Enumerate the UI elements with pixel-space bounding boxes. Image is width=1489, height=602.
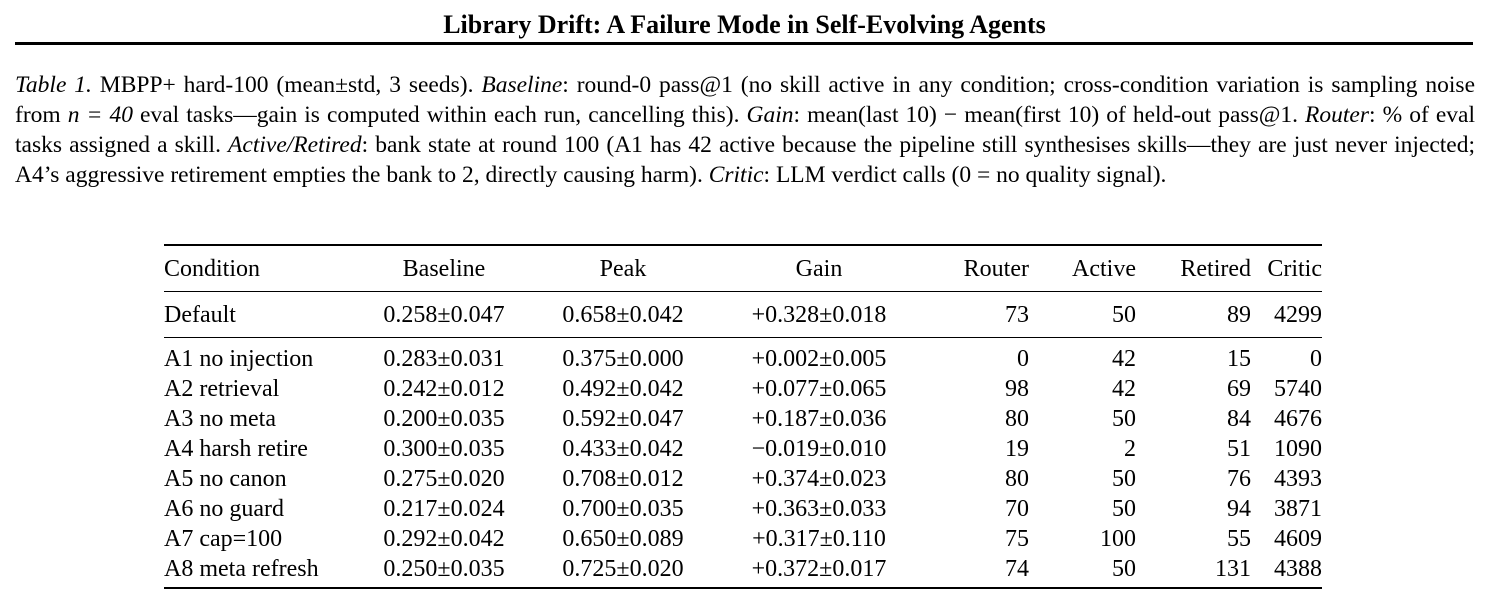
cell-critic: 0 xyxy=(1310,346,1322,372)
cell-baseline: 0.300±0.035 xyxy=(383,436,505,462)
caption-text: MBPP+ hard-100 (mean±std, 3 seeds). xyxy=(91,72,482,98)
header-active: Active xyxy=(1072,255,1136,282)
cell-peak: 0.708±0.012 xyxy=(562,466,684,492)
cell-retired: 94 xyxy=(1227,496,1251,522)
cell-gain: +0.187±0.036 xyxy=(751,406,887,432)
caption-text: : bank state at round 100 (A1 has 42 active because the pipeline still synthesises skills—they are just never injected; A4’s aggressive retirement empties the bank to 2, directly causing harm). xyxy=(15,132,1476,188)
header-router: Router xyxy=(963,255,1029,282)
header-peak: Peak xyxy=(599,255,647,282)
cell-retired: 15 xyxy=(1227,346,1251,372)
cell-peak: 0.592±0.047 xyxy=(562,406,684,432)
cell-baseline: 0.217±0.024 xyxy=(383,496,505,522)
caption-term-critic: Critic xyxy=(708,162,764,188)
cell-condition: A2 retrieval xyxy=(164,376,280,402)
cell-gain: +0.077±0.065 xyxy=(751,376,887,402)
cell-baseline: 0.242±0.012 xyxy=(383,376,505,402)
caption-text: : mean(last 10) − mean(first 10) of held-out pass@1. xyxy=(793,102,1306,128)
header-critic: Critic xyxy=(1267,255,1322,282)
cell-baseline: 0.283±0.031 xyxy=(383,346,505,372)
cell-peak: 0.433±0.042 xyxy=(562,436,684,462)
cell-active: 50 xyxy=(1112,496,1136,522)
cell-peak: 0.658±0.042 xyxy=(562,301,684,328)
cell-peak: 0.700±0.035 xyxy=(562,496,684,522)
cell-gain: +0.328±0.018 xyxy=(751,301,887,328)
cell-active: 42 xyxy=(1112,376,1136,402)
header-baseline: Baseline xyxy=(402,255,486,282)
table-row xyxy=(164,338,1322,375)
cell-router: 19 xyxy=(1005,436,1029,462)
cell-retired: 76 xyxy=(1227,466,1251,492)
header-retired: Retired xyxy=(1180,255,1251,282)
cell-peak: 0.375±0.000 xyxy=(562,346,684,372)
cell-critic: 4676 xyxy=(1274,406,1322,432)
cell-router: 0 xyxy=(1017,346,1029,372)
cell-critic: 3871 xyxy=(1274,496,1322,522)
header-rule xyxy=(15,42,1473,45)
cell-router: 80 xyxy=(1005,466,1029,492)
cell-retired: 51 xyxy=(1227,436,1251,462)
caption-label: Table 1. xyxy=(15,72,92,98)
caption-term-baseline: Baseline xyxy=(481,72,563,98)
results-table xyxy=(164,244,1322,589)
cell-condition: Default xyxy=(164,301,236,328)
table-row xyxy=(164,374,1322,404)
caption-term-active-retired: Active/Retired xyxy=(228,132,362,158)
cell-router: 80 xyxy=(1005,406,1029,432)
table-row xyxy=(164,554,1322,588)
header-row xyxy=(164,245,1322,292)
table-row xyxy=(164,494,1322,524)
cell-router: 75 xyxy=(1005,526,1029,552)
cell-gain: +0.372±0.017 xyxy=(751,556,887,582)
cell-active: 42 xyxy=(1112,346,1136,372)
cell-condition: A1 no injection xyxy=(164,346,314,372)
table-row xyxy=(164,434,1322,464)
cell-retired: 69 xyxy=(1227,376,1251,402)
table-row xyxy=(164,464,1322,494)
cell-router: 70 xyxy=(1005,496,1029,522)
caption-math: n = 40 xyxy=(67,102,133,128)
cell-retired: 55 xyxy=(1227,526,1251,552)
results-table-container xyxy=(164,244,1322,589)
cell-gain: +0.374±0.023 xyxy=(751,466,887,492)
cell-retired: 89 xyxy=(1227,301,1251,328)
cell-condition: A3 no meta xyxy=(164,406,276,432)
cell-retired: 131 xyxy=(1215,556,1251,582)
cell-active: 50 xyxy=(1112,556,1136,582)
cell-critic: 4299 xyxy=(1274,301,1322,328)
cell-condition: A7 cap=100 xyxy=(164,526,283,552)
cell-peak: 0.650±0.089 xyxy=(562,526,684,552)
cell-baseline: 0.275±0.020 xyxy=(383,466,505,492)
cell-baseline: 0.250±0.035 xyxy=(383,556,505,582)
cell-active: 100 xyxy=(1100,526,1136,552)
cell-retired: 84 xyxy=(1227,406,1251,432)
cell-baseline: 0.258±0.047 xyxy=(383,301,505,328)
cell-router: 74 xyxy=(1005,556,1029,582)
cell-active: 50 xyxy=(1112,466,1136,492)
caption-text: : LLM verdict calls (0 = no quality signal). xyxy=(763,162,1167,188)
cell-condition: A4 harsh retire xyxy=(164,436,308,462)
cell-condition: A5 no canon xyxy=(164,466,287,492)
cell-active: 50 xyxy=(1112,406,1136,432)
caption-text: eval tasks—gain is computed within each run, cancelling this). xyxy=(132,102,747,128)
table-row-default xyxy=(164,292,1322,338)
cell-gain: −0.019±0.010 xyxy=(751,436,887,462)
cell-gain: +0.002±0.005 xyxy=(751,346,887,372)
cell-condition: A6 no guard xyxy=(164,496,284,522)
caption-text: : round-0 pass@1 (no skill active in any condition; cross-condition variation is sampling noise from xyxy=(15,72,1476,128)
cell-critic: 1090 xyxy=(1274,436,1322,462)
caption-text: : % of eval tasks assigned a skill. xyxy=(15,102,1476,158)
cell-peak: 0.492±0.042 xyxy=(562,376,684,402)
cell-baseline: 0.200±0.035 xyxy=(383,406,505,432)
running-head: Library Drift: A Failure Mode in Self-Evolving Agents xyxy=(443,10,1046,39)
cell-baseline: 0.292±0.042 xyxy=(383,526,505,552)
cell-router: 73 xyxy=(1005,301,1029,328)
cell-router: 98 xyxy=(1005,376,1029,402)
cell-gain: +0.317±0.110 xyxy=(752,526,886,552)
cell-active: 2 xyxy=(1124,436,1136,462)
cell-critic: 4609 xyxy=(1274,526,1322,552)
caption-term-router: Router xyxy=(1305,102,1370,128)
table-row xyxy=(164,404,1322,434)
table-caption xyxy=(15,70,1475,190)
caption-term-gain: Gain xyxy=(746,102,794,128)
header-gain: Gain xyxy=(795,255,843,282)
cell-critic: 4393 xyxy=(1274,466,1322,492)
cell-peak: 0.725±0.020 xyxy=(562,556,684,582)
cell-gain: +0.363±0.033 xyxy=(751,496,887,522)
cell-condition: A8 meta refresh xyxy=(164,556,319,582)
cell-active: 50 xyxy=(1112,301,1136,328)
table-row xyxy=(164,524,1322,554)
header-condition: Condition xyxy=(164,255,261,282)
cell-critic: 5740 xyxy=(1274,376,1322,402)
cell-critic: 4388 xyxy=(1274,556,1322,582)
